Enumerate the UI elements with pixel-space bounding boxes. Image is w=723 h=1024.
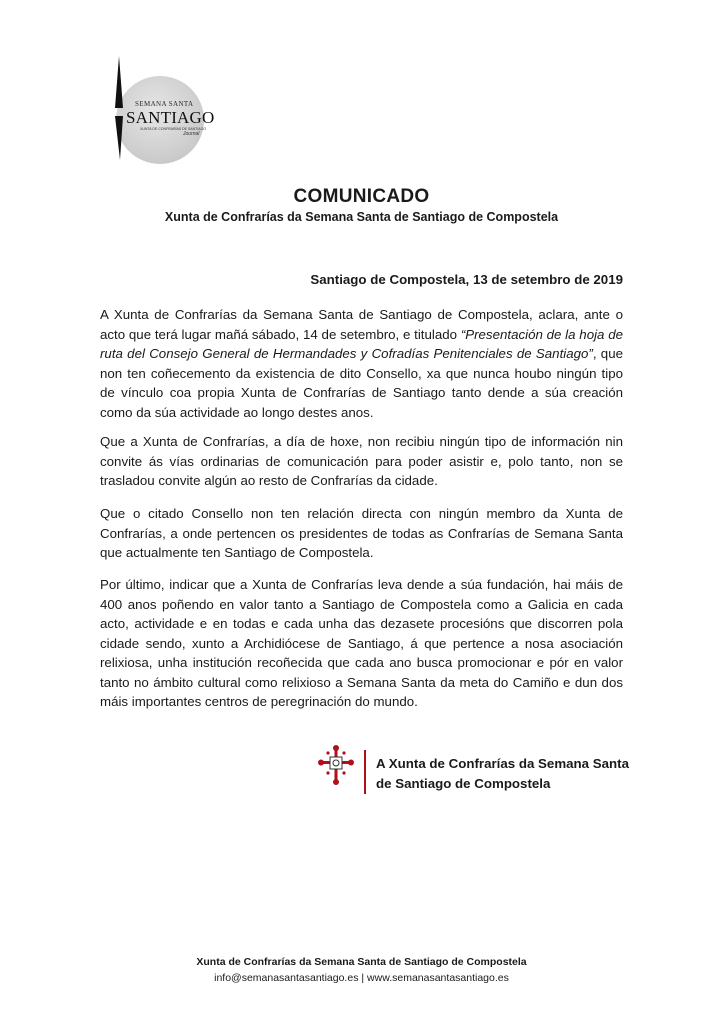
footer-separator: | — [361, 972, 365, 984]
footer-website-link[interactable]: www.semanasantasantiago.es — [367, 972, 509, 984]
signature-line-2: de Santiago de Compostela — [376, 775, 551, 791]
footer-email-link[interactable]: info@semanasantasantiago.es — [214, 972, 359, 984]
footer-organization: Xunta de Confrarías da Semana Santa de Santiago de Compostela — [196, 956, 527, 968]
signature-block — [376, 754, 629, 793]
logo-text-small: XUNTA DE CONFRARÍAS DE SANTIAGO — [140, 127, 207, 131]
event-title-italic: “Presentación de la hoja de ruta del Consejo General de Hermandades y Cofradías Penitenciales de Santiago” — [100, 326, 623, 361]
logo-text-main: SANTIAGO — [126, 108, 215, 127]
paragraph-1 — [100, 305, 623, 422]
paragraph-2: Que a Xunta de Confrarías, a día de hoxe, non recibiu ningún tipo de información nin convite ás vías ordinarias de comunicación para poder asistir e, polo tanto, non se trasladou convite algún ao resto de Confrarías da cidade. — [100, 434, 623, 488]
logo-text-signature: Journal — [183, 131, 200, 137]
page-title: COMUNICADO — [293, 186, 430, 207]
paragraph-3: Que o citado Consello non ten relación directa con ningún membro da Xunta de Confrarías, a onde pertencen os presidentes de todas as Confrarías de Semana Santa que actualmente ten Santiago de Compostela. — [100, 506, 623, 560]
paragraph-1-end: , que non ten coñecemento da existencia de dito Consello, xa que nunca houbo ningún tipo de vínculo coa propia Xunta de Confrarías de Santiago tanto dende a súa creación como da súa actividade ao longo destes anos. — [100, 346, 623, 420]
signature-divider — [364, 750, 366, 794]
dateline: Santiago de Compostela, 13 de setembro de 2019 — [310, 272, 623, 287]
cross-emblem-icon — [316, 744, 356, 786]
footer-contact — [0, 972, 723, 984]
paragraph-4: Por último, indicar que a Xunta de Confrarías leva dende a súa fundación, hai máis de 400 anos poñendo en valor tanto a Santiago de Compostela como a Galicia en cada acto, actividade e en todas e cada unha das dezasete procesións que discorren pola cidade sendo, xunto a Archidiócese de Santiago, á que pertence a nosa asociación relixiosa, unha institución recoñecida que cada ano busca promocionar e pór en valor tanto no ámbito cultural como relixioso a Semana Santa da meta do Camiño e dun dos máis importantes centros de peregrinación do mundo. — [100, 577, 623, 709]
signature-line-1: A Xunta de Confrarías da Semana Santa — [376, 756, 629, 771]
logo-text-top: SEMANA SANTA — [135, 100, 194, 108]
paragraph-1-start: A Xunta de Confrarías da Semana Santa de Santiago de Compostela, aclara, ante o acto que terá lugar mañá sábado, 14 de setembro, e titulado — [100, 307, 623, 342]
semana-santa-logo — [104, 56, 215, 160]
page-subtitle: Xunta de Confrarías da Semana Santa de Santiago de Compostela — [164, 210, 559, 224]
